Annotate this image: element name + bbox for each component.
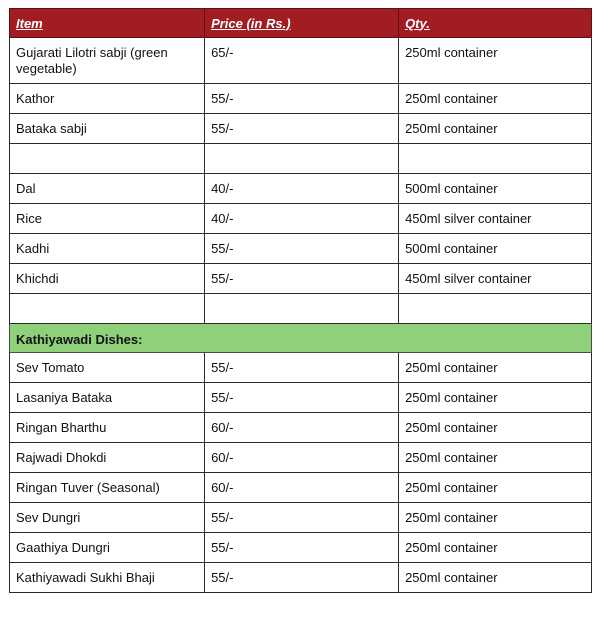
item-cell: Dal	[10, 174, 205, 204]
item-cell	[10, 144, 205, 174]
item-cell: Sev Dungri	[10, 503, 205, 533]
table-row	[10, 114, 592, 144]
price-cell: 40/-	[205, 204, 399, 234]
table-row	[10, 383, 592, 413]
qty-cell: 250ml container	[399, 473, 592, 503]
header-qty: Qty.	[399, 9, 592, 38]
qty-cell	[399, 144, 592, 174]
table-row	[10, 353, 592, 383]
item-cell: Sev Tomato	[10, 353, 205, 383]
table-row	[10, 38, 592, 84]
price-cell: 40/-	[205, 174, 399, 204]
item-cell: Bataka sabji	[10, 114, 205, 144]
qty-cell: 250ml container	[399, 533, 592, 563]
table-row	[10, 204, 592, 234]
qty-cell: 250ml container	[399, 38, 592, 84]
price-cell	[205, 294, 399, 324]
table-row	[10, 473, 592, 503]
price-cell: 60/-	[205, 443, 399, 473]
table-row	[10, 264, 592, 294]
price-cell: 60/-	[205, 473, 399, 503]
qty-cell: 250ml container	[399, 503, 592, 533]
price-cell: 55/-	[205, 383, 399, 413]
header-item: Item	[10, 9, 205, 38]
price-cell: 55/-	[205, 533, 399, 563]
qty-cell: 450ml silver container	[399, 204, 592, 234]
qty-cell: 250ml container	[399, 413, 592, 443]
item-cell: Gaathiya Dungri	[10, 533, 205, 563]
price-cell: 55/-	[205, 84, 399, 114]
price-cell: 55/-	[205, 503, 399, 533]
table-row	[10, 84, 592, 114]
price-cell: 60/-	[205, 413, 399, 443]
table-row	[10, 533, 592, 563]
price-cell: 55/-	[205, 114, 399, 144]
item-cell: Kathor	[10, 84, 205, 114]
item-cell: Ringan Tuver (Seasonal)	[10, 473, 205, 503]
header-price: Price (in Rs.)	[205, 9, 399, 38]
qty-cell: 250ml container	[399, 563, 592, 593]
price-cell: 65/-	[205, 38, 399, 84]
item-cell: Gujarati Lilotri sabji (green vegetable)	[10, 38, 205, 84]
item-cell: Lasaniya Bataka	[10, 383, 205, 413]
item-cell: Khichdi	[10, 264, 205, 294]
table-row	[10, 413, 592, 443]
table-row	[10, 234, 592, 264]
qty-cell: 250ml container	[399, 114, 592, 144]
price-cell: 55/-	[205, 563, 399, 593]
qty-cell: 500ml container	[399, 174, 592, 204]
item-cell: Rice	[10, 204, 205, 234]
item-cell: Kathiyawadi Sukhi Bhaji	[10, 563, 205, 593]
price-cell: 55/-	[205, 353, 399, 383]
qty-cell: 250ml container	[399, 383, 592, 413]
empty-row	[10, 144, 592, 174]
table-row	[10, 563, 592, 593]
item-cell: Kadhi	[10, 234, 205, 264]
table-row	[10, 503, 592, 533]
item-cell	[10, 294, 205, 324]
table-row	[10, 174, 592, 204]
price-cell: 55/-	[205, 234, 399, 264]
section-title: Kathiyawadi Dishes:	[10, 324, 592, 353]
qty-cell: 250ml container	[399, 84, 592, 114]
item-cell: Rajwadi Dhokdi	[10, 443, 205, 473]
table-row	[10, 443, 592, 473]
price-cell: 55/-	[205, 264, 399, 294]
price-cell	[205, 144, 399, 174]
qty-cell: 500ml container	[399, 234, 592, 264]
menu-price-table	[9, 8, 592, 593]
qty-cell: 250ml container	[399, 353, 592, 383]
qty-cell: 250ml container	[399, 443, 592, 473]
qty-cell	[399, 294, 592, 324]
empty-row	[10, 294, 592, 324]
item-cell: Ringan Bharthu	[10, 413, 205, 443]
table-header-row	[10, 9, 592, 38]
qty-cell: 450ml silver container	[399, 264, 592, 294]
section-header-row	[10, 324, 592, 353]
